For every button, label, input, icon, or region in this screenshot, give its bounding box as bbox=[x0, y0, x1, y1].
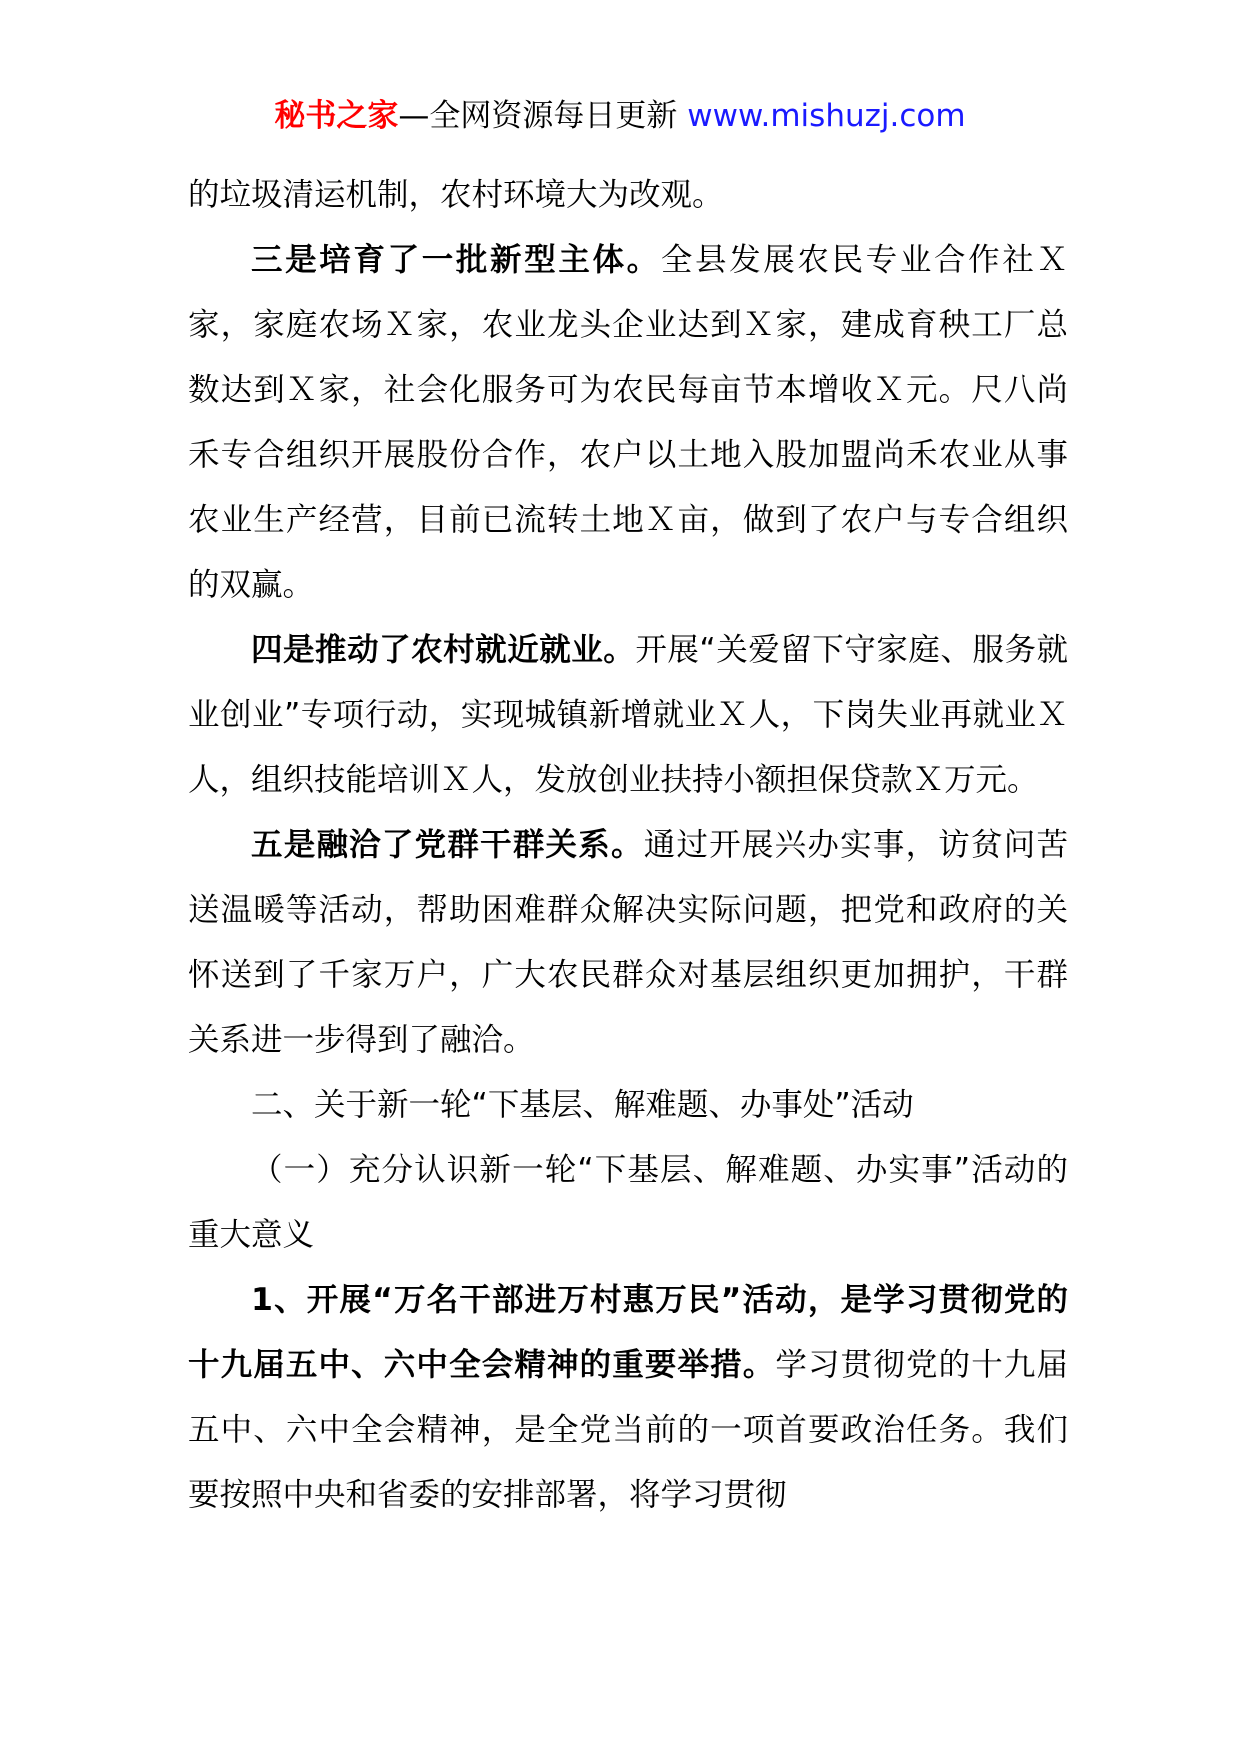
paragraph-heading: 1、开展“万名干部进万村惠万民”活动，是学习贯彻党的十九届五中、六中全会精神的重要举措。 bbox=[188, 1282, 1068, 1383]
paragraph-point-five bbox=[188, 813, 1068, 1073]
subsection-heading-one bbox=[188, 1138, 1068, 1268]
paragraph-heading: 三是培育了一批新型主体。 bbox=[251, 242, 661, 278]
paragraph-text: 全县发展农民专业合作社Ｘ家，家庭农场Ｘ家，农业龙头企业达到Ｘ家，建成育秧工厂总数达到Ｘ家，社会化服务可为农民每亩节本增收Ｘ元。尺八尚禾专合组织开展股份合作，农户以土地入股加盟尚禾农业从事农业生产经营，目前已流转土地Ｘ亩，做到了农户与专合组织的双赢。 bbox=[188, 242, 1068, 603]
paragraph-text: （一）充分认识新一轮“下基层、解难题、办实事”活动的重大意义 bbox=[188, 1152, 1068, 1253]
paragraph-item-one bbox=[188, 1268, 1068, 1528]
brand-name: 秘书之家 bbox=[274, 98, 399, 134]
site-url[interactable]: www.mishuzj.com bbox=[687, 98, 966, 134]
paragraph-heading: 五是融洽了党群干群关系。 bbox=[251, 827, 644, 863]
document-body bbox=[188, 163, 1068, 1528]
paragraph-text: 学习贯彻党的十九届五中、六中全会精神，是全党当前的一项首要政治任务。我们要按照中央和省委的安排部署，将学习贯彻 bbox=[188, 1347, 1068, 1513]
paragraph-heading: 四是推动了农村就近就业。 bbox=[251, 632, 636, 668]
paragraph-text: 开展“关爱留下守家庭、服务就业创业”专项行动，实现城镇新增就业Ｘ人，下岗失业再就业Ｘ人，组织技能培训Ｘ人，发放创业扶持小额担保贷款Ｘ万元。 bbox=[188, 632, 1068, 798]
paragraph-point-four bbox=[188, 618, 1068, 813]
section-heading-two bbox=[188, 1073, 1068, 1138]
site-header bbox=[0, 96, 1240, 136]
paragraph-text: 二、关于新一轮“下基层、解难题、办事处”活动 bbox=[251, 1087, 914, 1123]
paragraph-text: 通过开展兴办实事，访贫问苦送温暖等活动，帮助困难群众解决实际问题，把党和政府的关怀送到了千家万户，广大农民群众对基层组织更加拥护，干群关系进一步得到了融洽。 bbox=[188, 827, 1068, 1058]
header-tagline: —全网资源每日更新 bbox=[398, 98, 688, 134]
paragraph-point-three bbox=[188, 228, 1068, 618]
paragraph-continuation bbox=[188, 163, 1068, 228]
paragraph-text: 的垃圾清运机制，农村环境大为改观。 bbox=[188, 177, 724, 213]
